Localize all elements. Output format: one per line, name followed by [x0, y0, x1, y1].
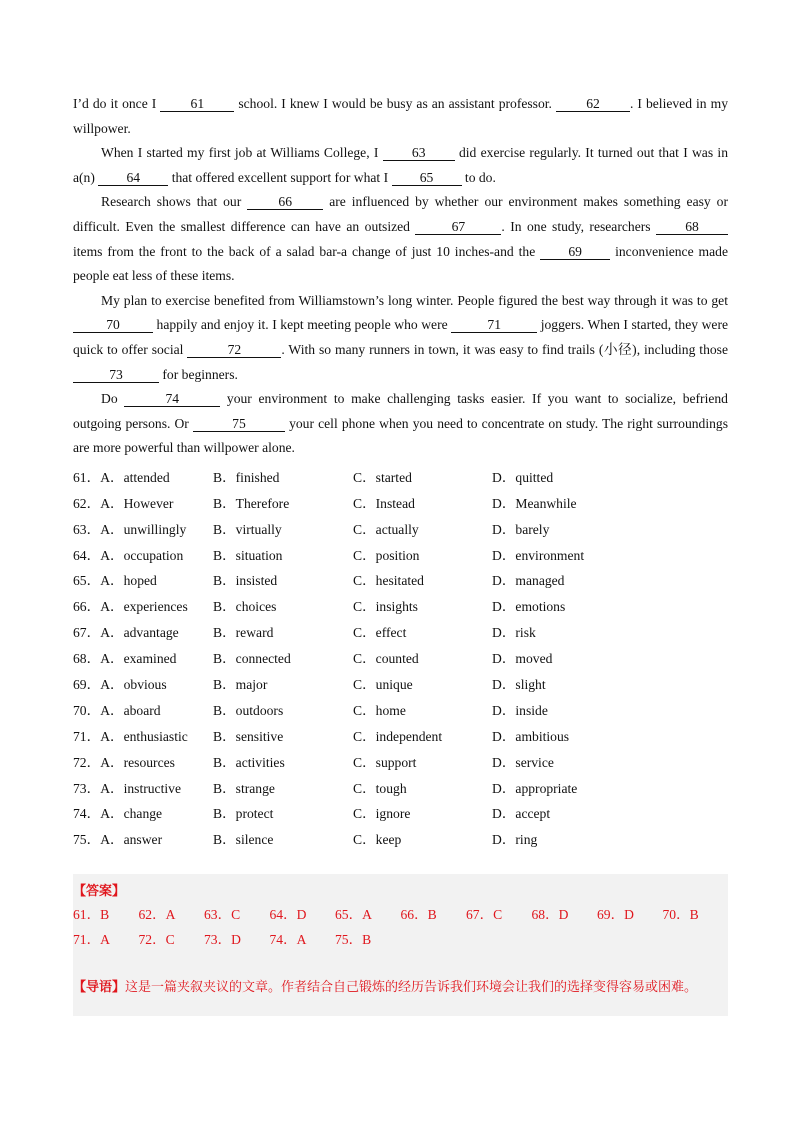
answer-item: 64．D: [269, 907, 307, 922]
option-row: 64．A．occupation B．situation C．position D．environment: [73, 547, 585, 563]
paragraph-1: I’d do it once I 61 school. I knew I would be busy as an assistant professor. 62 . I believed in my willpower.: [73, 96, 729, 136]
blank-62: 62: [556, 96, 630, 112]
answer-item: 66．B: [400, 907, 437, 922]
answer-row-2: [73, 928, 728, 948]
option-row: 71．A．enthusiastic B．sensitive C．independent D．ambitious: [73, 728, 570, 744]
option-row: 69．A．obvious B．major C．unique D．slight: [73, 676, 546, 692]
blank-74: 74: [124, 391, 220, 407]
answer-item: 68．D: [531, 907, 569, 922]
answer-item: 74．A: [269, 932, 307, 947]
option-row: 68．A．examined B．connected C．counted D．moved: [73, 651, 553, 667]
options-list: [73, 463, 728, 851]
answer-item: 61．B: [73, 907, 110, 922]
blank-71: 71: [451, 317, 537, 333]
paragraph-3: Research shows that our 66 are influenced by whether our environment makes something easy or difficult. Even the smallest difference can have an outsized 67 . In one study, researchers 68 items from the front to the back of a salad bar-a change of just 10 inches-and the 69 inconvenience made people eat less of these items.: [73, 194, 728, 284]
answer-item: 65．A: [335, 907, 373, 922]
blank-75: 75: [193, 416, 285, 432]
answer-item: 73．D: [204, 932, 242, 947]
answer-item: 69．D: [597, 907, 635, 922]
option-row: 73．A．instructive B．strange C．tough D．appropriate: [73, 780, 578, 796]
guide-text: 【导语】这是一篇夹叙夹议的文章。作者结合自己锻炼的经历告诉我们环境会让我们的选择变得容易或困难。: [73, 980, 698, 995]
answer-item: 72．C: [138, 932, 175, 947]
blank-66: 66: [247, 194, 323, 210]
answer-row-1: [73, 903, 728, 923]
option-row: 65．A．hoped B．insisted C．hesitated D．managed: [73, 573, 565, 589]
option-row: 72．A．resources B．activities C．support D．service: [73, 754, 554, 770]
guide-label: 【导语】: [73, 980, 126, 995]
option-row: 63．A．unwillingly B．virtually C．actually D．barely: [73, 521, 550, 537]
answer-item: 75．B: [335, 932, 372, 947]
blank-70: 70: [73, 317, 153, 333]
paragraph-2: When I started my first job at Williams College, I 63 did exercise regularly. It turned out that I was in a(n) 64 that offered excellent support for what I 65 to do.: [73, 145, 728, 185]
answer-item: 62．A: [138, 907, 176, 922]
blank-64: 64: [98, 170, 168, 186]
option-row: 61．A．attended B．finished C．started D．quitted: [73, 469, 554, 485]
option-row: 62．A．However B．Therefore C．Instead D．Meanwhile: [73, 495, 577, 511]
blank-72: 72: [187, 342, 281, 358]
paragraph-5: Do 74 your environment to make challenging tasks easier. If you want to socialize, befriend outgoing persons. Or 75 your cell phone when you need to concentrate on study. The right surroundings are more powerful than willpower alone.: [73, 391, 728, 456]
blank-69: 69: [540, 244, 610, 260]
answer-title: 【答案】: [73, 884, 126, 899]
blank-65: 65: [392, 170, 462, 186]
option-row: 74．A．change B．protect C．ignore D．accept: [73, 806, 551, 822]
paragraph-4: My plan to exercise benefited from Williamstown’s long winter. People figured the best way through it was to get 70 happily and enjoy it. I kept meeting people who were 71 joggers. When I started, they were quick to offer social 72 . With so many runners in town, it was easy to find trails (小径), including those 73 for beginners.: [73, 292, 729, 382]
answer-item: 67．C: [466, 907, 503, 922]
blank-63: 63: [383, 145, 455, 161]
blank-73: 73: [73, 367, 159, 383]
option-row: 70．A．aboard B．outdoors C．home D．inside: [73, 702, 548, 718]
blank-68: 68: [656, 219, 728, 235]
answer-item: 63．C: [204, 907, 241, 922]
answer-item: 70．B: [662, 907, 699, 922]
answer-section: [73, 874, 728, 1016]
option-row: 75．A．answer B．silence C．keep D．ring: [73, 832, 538, 848]
blank-61: 61: [160, 96, 234, 112]
option-row: 67．A．advantage B．reward C．effect D．risk: [73, 625, 536, 641]
passage: [73, 92, 728, 851]
answer-item: 71．A: [73, 932, 111, 947]
option-row: 66．A．experiences B．choices C．insights D．emotions: [73, 599, 566, 615]
blank-67: 67: [415, 219, 501, 235]
